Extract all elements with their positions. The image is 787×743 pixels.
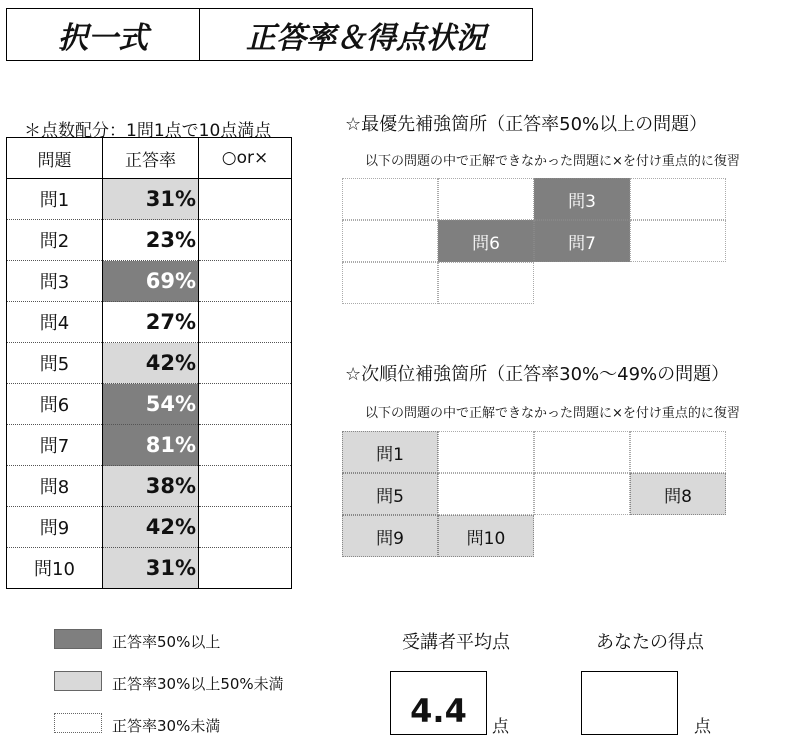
header-question: 問題 — [7, 138, 103, 179]
average-score-label: 受講者平均点 — [402, 632, 510, 653]
question-cell: 問10 — [7, 548, 103, 589]
rate-cell: 69% — [103, 261, 199, 302]
grid-cell-question: 問10 — [438, 515, 534, 557]
header-mark: ○or× — [199, 138, 292, 179]
grid-cell-empty — [630, 431, 726, 473]
mark-cell[interactable] — [199, 343, 292, 384]
grid-cell-question: 問1 — [342, 431, 438, 473]
rate-cell: 42% — [103, 507, 199, 548]
score-allocation-note: ＊点数配分：1問1点で10点満点 — [24, 121, 272, 141]
mark-cell[interactable] — [199, 261, 292, 302]
mark-cell[interactable] — [199, 302, 292, 343]
grid-cell-question: 問7 — [534, 220, 630, 262]
table-header-row — [7, 138, 292, 179]
rate-cell: 38% — [103, 466, 199, 507]
question-cell: 問2 — [7, 220, 103, 261]
mark-cell[interactable] — [199, 425, 292, 466]
question-rate-table — [6, 137, 292, 589]
table-row — [7, 466, 292, 507]
legend-label-dark: 正答率50%以上 — [112, 633, 221, 651]
question-cell: 問4 — [7, 302, 103, 343]
header-rate: 正答率 — [103, 138, 199, 179]
question-cell: 問9 — [7, 507, 103, 548]
my-score-label: あなたの得点 — [596, 632, 704, 653]
title-left: 択一式 — [7, 9, 200, 60]
grid-cell-empty — [438, 431, 534, 473]
mark-cell[interactable] — [199, 220, 292, 261]
my-score-box[interactable] — [581, 671, 678, 735]
rate-cell: 31% — [103, 548, 199, 589]
priority2-heading: ☆次順位補強箇所（正答率30%～49%の問題） — [345, 364, 730, 385]
rate-cell: 42% — [103, 343, 199, 384]
grid-spacer — [534, 515, 630, 557]
grid-cell-empty — [534, 431, 630, 473]
table-row — [7, 548, 292, 589]
grid-cell-empty — [438, 178, 534, 220]
title-right: 正答率＆得点状況 — [246, 20, 486, 56]
grid-cell-empty — [630, 178, 726, 220]
rate-cell: 31% — [103, 179, 199, 220]
my-score-unit: 点 — [694, 717, 711, 737]
table-row — [7, 384, 292, 425]
grid-cell-empty — [342, 262, 438, 304]
title-box — [6, 8, 533, 61]
grid-cell-empty — [534, 473, 630, 515]
table-row — [7, 507, 292, 548]
grid-cell-question: 問5 — [342, 473, 438, 515]
legend-swatch-white — [54, 713, 102, 733]
grid-cell-question: 問6 — [438, 220, 534, 262]
grid-spacer — [630, 262, 726, 304]
grid-cell-empty — [438, 473, 534, 515]
grid-cell-empty — [438, 262, 534, 304]
grid-cell-empty — [342, 220, 438, 262]
table-row — [7, 261, 292, 302]
rate-cell: 23% — [103, 220, 199, 261]
question-cell: 問8 — [7, 466, 103, 507]
table-row — [7, 302, 292, 343]
rate-cell: 81% — [103, 425, 199, 466]
table-row — [7, 425, 292, 466]
grid-cell-question: 問9 — [342, 515, 438, 557]
question-cell: 問6 — [7, 384, 103, 425]
mark-cell[interactable] — [199, 384, 292, 425]
priority1-subtext: 以下の問題の中で正解できなかった問題に×を付け重点的に復習 — [365, 154, 740, 169]
mark-cell[interactable] — [199, 507, 292, 548]
grid-cell-empty — [630, 220, 726, 262]
priority2-subtext: 以下の問題の中で正解できなかった問題に×を付け重点的に復習 — [365, 406, 740, 421]
mark-cell[interactable] — [199, 548, 292, 589]
average-score-box: 4.4 — [390, 671, 487, 735]
mark-cell[interactable] — [199, 179, 292, 220]
legend-swatch-dark — [54, 629, 102, 649]
legend-swatch-light — [54, 671, 102, 691]
grid-spacer — [630, 515, 726, 557]
grid-spacer — [534, 262, 630, 304]
grid-cell-question: 問8 — [630, 473, 726, 515]
mark-cell[interactable] — [199, 466, 292, 507]
table-row — [7, 220, 292, 261]
table-row — [7, 179, 292, 220]
priority2-grid — [342, 431, 726, 557]
question-cell: 問3 — [7, 261, 103, 302]
priority1-grid — [342, 178, 726, 304]
question-cell: 問1 — [7, 179, 103, 220]
legend-label-white: 正答率30%未満 — [112, 717, 221, 735]
legend-label-light: 正答率30%以上50%未満 — [112, 675, 284, 693]
question-cell: 問5 — [7, 343, 103, 384]
average-score-unit: 点 — [492, 717, 509, 737]
grid-cell-question: 問3 — [534, 178, 630, 220]
grid-cell-empty — [342, 178, 438, 220]
rate-cell: 54% — [103, 384, 199, 425]
question-cell: 問7 — [7, 425, 103, 466]
rate-cell: 27% — [103, 302, 199, 343]
priority1-heading: ☆最優先補強箇所（正答率50%以上の問題） — [345, 114, 708, 135]
table-row — [7, 343, 292, 384]
